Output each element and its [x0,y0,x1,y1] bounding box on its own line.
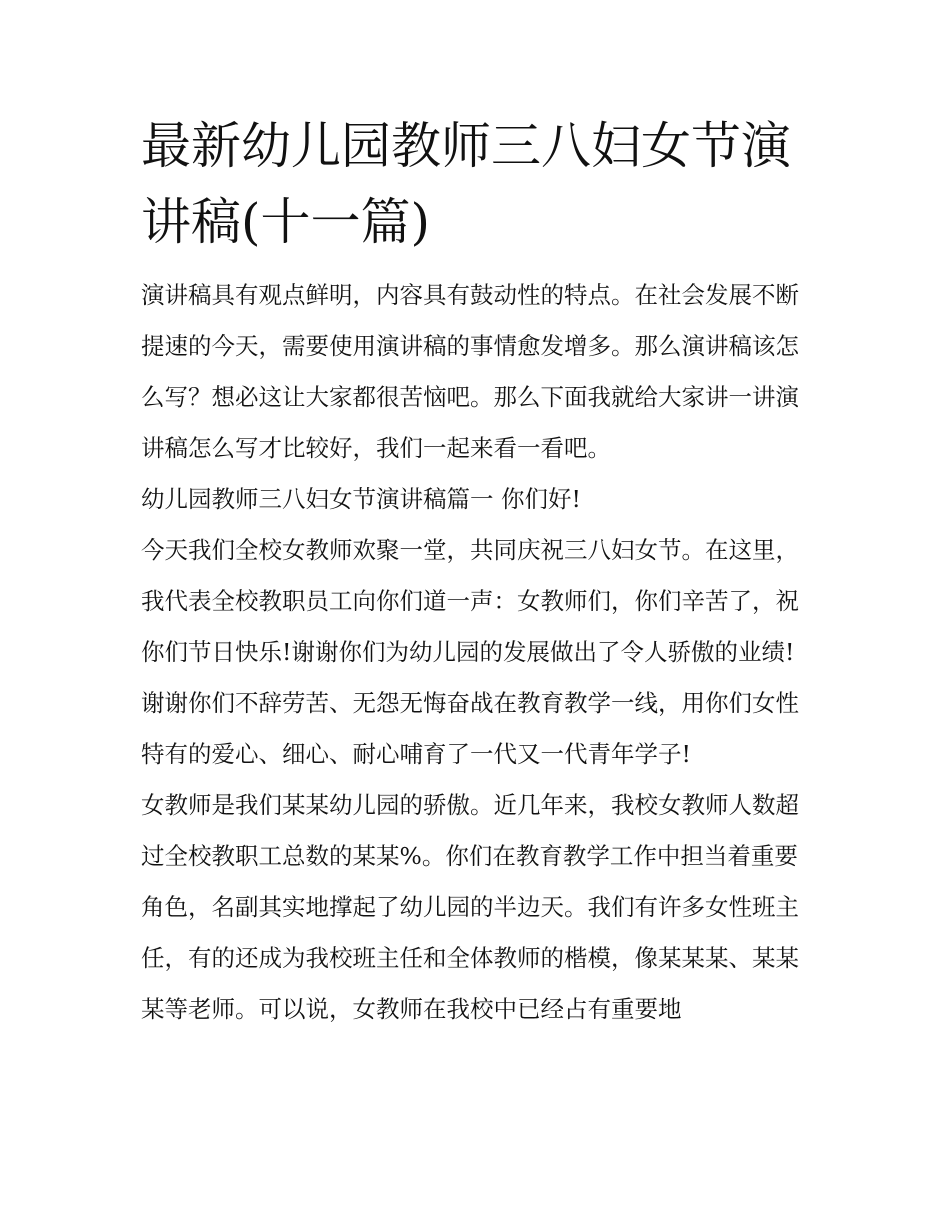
document-title: 最新幼儿园教师三八妇女节演讲稿(十一篇) [141,117,791,251]
paragraph-greeting: 今天我们全校女教师欢聚一堂，共同庆祝三八妇女节。在这里，我代表全校教职员工向你们道一声：女教师们，你们辛苦了，祝你们节日快乐!谢谢你们为幼儿园的发展做出了令人骄傲的业绩!谢谢你们不辞劳苦、无怨无悔奋战在教育教学一线，用你们女性特有的爱心、细心、耐心哺育了一代又一代青年学子! [141,536,799,768]
document-page [141,108,813,1035]
document-body [141,270,813,1035]
paragraph-female-teachers: 女教师是我们某某幼儿园的骄傲。近几年来，我校女教师人数超过全校教职工总数的某某%。你们在教育教学工作中担当着重要角色，名副其实地撑起了幼儿园的半边天。我们有许多女性班主任，有的还成为我校班主任和全体教师的楷模，像某某某、某某某等老师。可以说，女教师在我校中已经占有重要地 [141,791,799,1023]
paragraph-intro: 演讲稿具有观点鲜明，内容具有鼓动性的特点。在社会发展不断提速的今天，需要使用演讲稿的事情愈发增多。那么演讲稿该怎么写？想必这让大家都很苦恼吧。那么下面我就给大家讲一讲演讲稿怎么写才比较好，我们一起来看一看吧。 [141,281,799,462]
paragraph-section-heading: 幼儿园教师三八妇女节演讲稿篇一 你们好! [141,485,581,513]
